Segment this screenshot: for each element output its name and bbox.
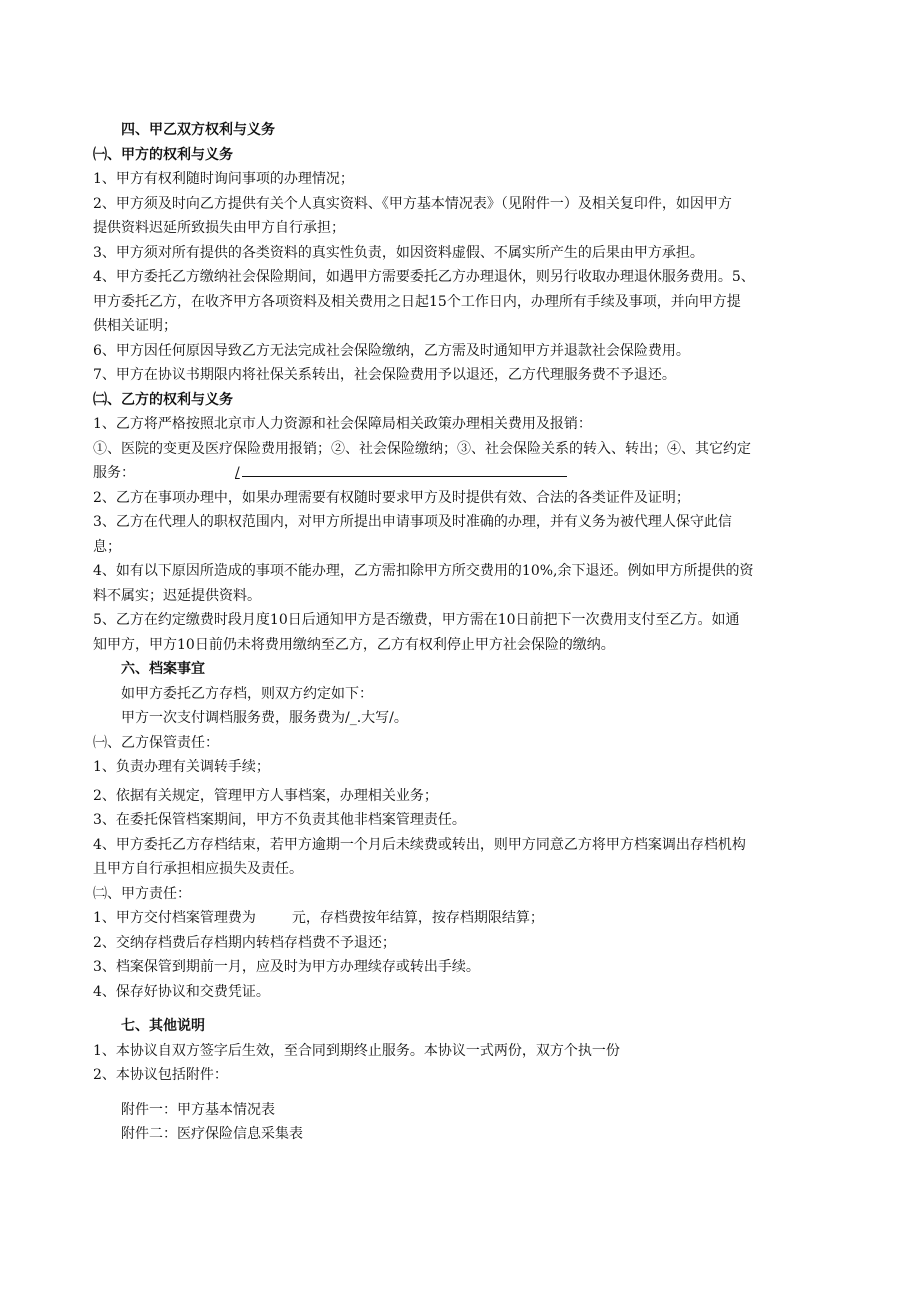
clause-a1: 1、甲方有权利随时询问事项的办理情况； <box>93 171 354 187</box>
clause-e1: 1、本协议自双方签字后生效，至合同到期终止服务。本协议一式两份，双方个执一份 <box>93 1042 620 1059</box>
clause-b4-line1: 4、如有以下原因所造成的事项不能办理，乙方需扣除甲方所交费用的10%,余下退还。例如甲方所提供的资 <box>93 563 754 579</box>
document-page <box>93 118 817 1147</box>
clause-a2-line2: 提供资料迟延所致损失由甲方自行承担； <box>93 220 345 236</box>
section-6-2-title: ㈡、甲方责任： <box>93 885 191 902</box>
clause-b3-line1: 3、乙方在代理人的职权范围内，对甲方所提出申请事项及时准确的办理，并有义务为被代理人保守此信 <box>93 514 732 530</box>
archive-intro: 如甲方委托乙方存档，则双方约定如下： <box>121 685 373 702</box>
clause-b1-service-row <box>93 461 817 486</box>
section-6-1-title: ㈠、乙方保管责任： <box>93 734 219 751</box>
archive-fee: 甲方一次支付调档服务费，服务费为/_.大写/。 <box>121 710 408 726</box>
section-6-title: 六、档案事宜 <box>121 661 205 677</box>
service-value: / <box>235 465 240 481</box>
service-underline <box>242 462 567 477</box>
service-label: 服务： <box>93 465 135 481</box>
section-4-1-title: ㈠、甲方的权利与义务 <box>93 146 233 163</box>
clause-b1-items: ①、医院的变更及医疗保险费用报销；②、社会保险缴纳；③、社会保险关系的转入、转出；④、其它约定 <box>93 440 751 457</box>
clause-b5-line1: 5、乙方在约定缴费时段月度10日后通知甲方是否缴费，甲方需在10日前把下一次费用支付至乙方。如通 <box>93 612 740 628</box>
clause-a5-line2: 甲方委托乙方，在收齐甲方各项资料及相关费用之日起15个工作日内，办理所有手续及事项，并向甲方提 <box>93 293 741 310</box>
clause-c4-line1: 4、甲方委托乙方存档结束，若甲方逾期一个月后未续费或转出，则甲方同意乙方将甲方档案调出存档机构 <box>93 836 746 853</box>
clause-a5-line3: 供相关证明； <box>93 318 177 334</box>
clause-b3-line2: 息； <box>93 538 121 555</box>
attachment-1: 附件一：甲方基本情况表 <box>121 1101 275 1118</box>
clause-b5-line2: 知甲方，甲方10日前仍未将费用缴纳至乙方，乙方有权利停止甲方社会保险的缴纳。 <box>93 636 615 653</box>
clause-b2: 2、乙方在事项办理中，如果办理需要有权随时要求甲方及时提供有效、合法的各类证件及证明； <box>93 489 690 506</box>
clause-a2-line1: 2、甲方须及时向乙方提供有关个人真实资料、《甲方基本情况表》（见附件一）及相关复印件，如因甲方 <box>93 195 732 212</box>
clause-c3: 3、在委托保管档案期间，甲方不负责其他非档案管理责任。 <box>93 812 466 828</box>
section-7-title: 七、其他说明 <box>121 1018 205 1034</box>
clause-d1 <box>93 906 817 931</box>
section-4-2-title: ㈡、乙方的权利与义务 <box>93 391 233 408</box>
clause-b1: 1、乙方将严格按照北京市人力资源和社会保障局相关政策办理相关费用及报销： <box>93 416 592 432</box>
clause-b4-line2: 料不属实；迟延提供资料。 <box>93 587 261 604</box>
attachment-2: 附件二：医疗保险信息采集表 <box>121 1126 303 1142</box>
section-4-title: 四、甲乙双方权利与义务 <box>121 122 275 138</box>
clause-d3: 3、档案保管到期前一月，应及时为甲方办理续存或转出手续。 <box>93 959 480 975</box>
clause-c1: 1、负责办理有关调转手续； <box>93 759 270 775</box>
clause-c4-line2: 且甲方自行承担相应损失及责任。 <box>93 861 303 877</box>
clause-a6: 6、甲方因任何原因导致乙方无法完成社会保险缴纳，乙方需及时通知甲方并退款社会保险费用。 <box>93 342 690 359</box>
clause-a3: 3、甲方须对所有提供的各类资料的真实性负责，如因资料虚假、不属实所产生的后果由甲方承担。 <box>93 244 704 261</box>
clause-a7: 7、甲方在协议书期限内将社保关系转出，社会保险费用予以退还，乙方代理服务费不予退还。 <box>93 367 676 383</box>
clause-d2: 2、交纳存档费后存档期内转档存档费不予退还； <box>93 934 396 951</box>
clause-d4: 4、保存好协议和交费凭证。 <box>93 983 270 1000</box>
clause-d1-post: 元，存档费按年结算，按存档期限结算； <box>291 910 544 926</box>
clause-e2: 2、本协议包括附件： <box>93 1067 228 1083</box>
clause-c2: 2、依据有关规定，管理甲方人事档案，办理相关业务； <box>93 787 438 804</box>
clause-d1-pre: 1、甲方交付档案管理费为 <box>93 910 256 926</box>
clause-a4-line1: 4、甲方委托乙方缴纳社会保险期间，如遇甲方需要委托乙方办理退休，则另行收取办理退休服务费用。5、 <box>93 269 755 285</box>
